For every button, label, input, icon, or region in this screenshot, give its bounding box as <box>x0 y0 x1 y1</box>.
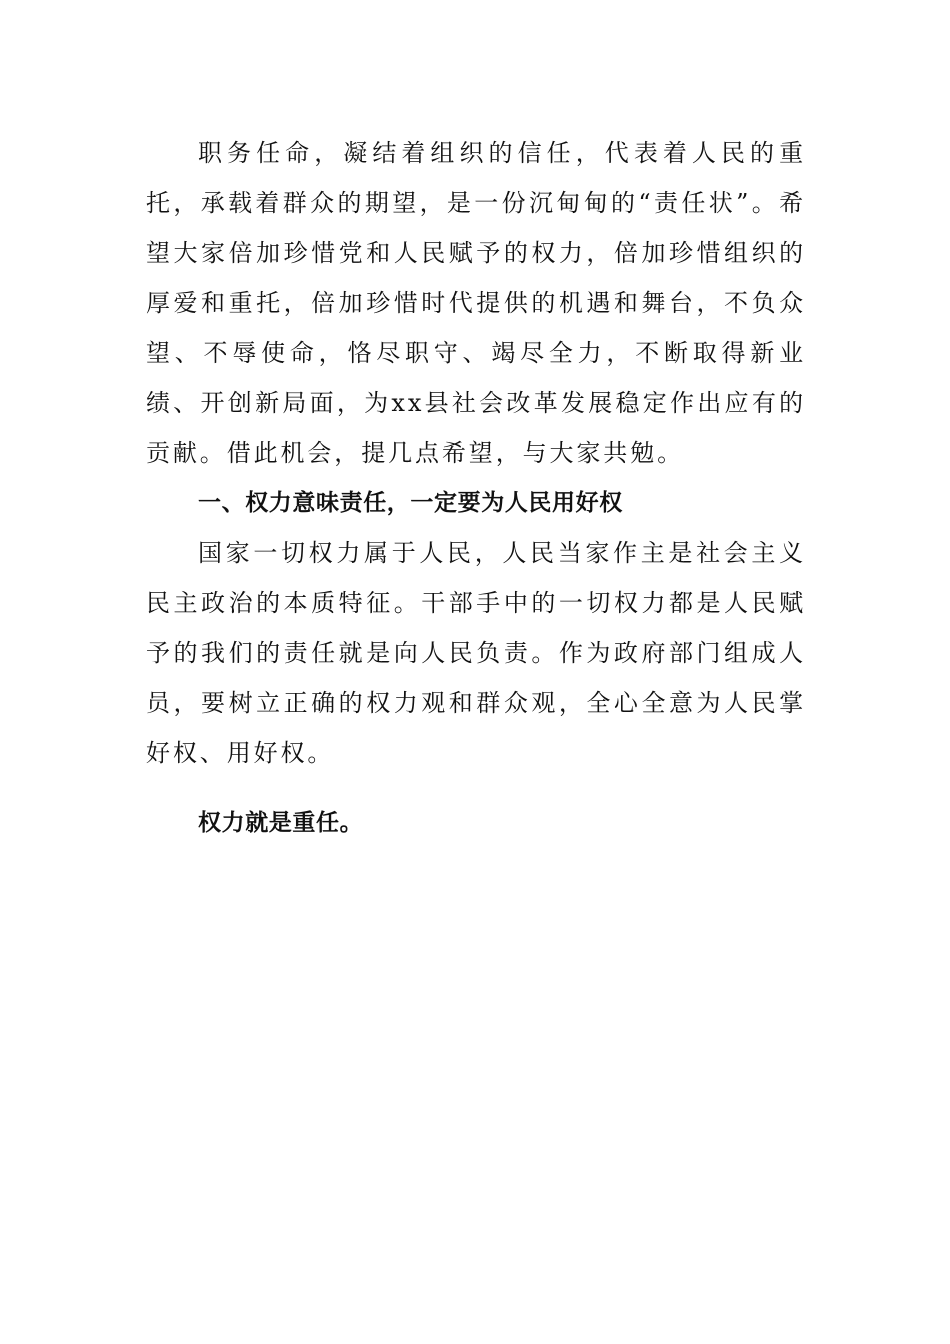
paragraph-power: 国家一切权力属于人民，人民当家作主是社会主义民主政治的本质特征。干部手中的一切权力都是人民赋予的我们的责任就是向人民负责。作为政府部门组成人员，要树立正确的权力观和群众观，全心全意为人民掌好权、用好权。 <box>146 539 806 767</box>
paragraph-intro: 职务任命，凝结着组织的信任，代表着人民的重托，承载着群众的期望，是一份沉甸甸的“责任状”。希望大家倍加珍惜党和人民赋予的权力，倍加珍惜组织的厚爱和重托，倍加珍惜时代提供的机遇和舞台，不负众望、不辱使命，恪尽职守、竭尽全力，不断取得新业绩、开创新局面，为xx县社会改革发展稳定作出应有的贡献。借此机会，提几点希望，与大家共勉。 <box>146 139 806 467</box>
section-heading-1: 一、权力意味责任，一定要为人民用好权 <box>198 490 623 516</box>
bold-statement: 权力就是重任。 <box>198 810 364 836</box>
document-body <box>146 128 806 848</box>
